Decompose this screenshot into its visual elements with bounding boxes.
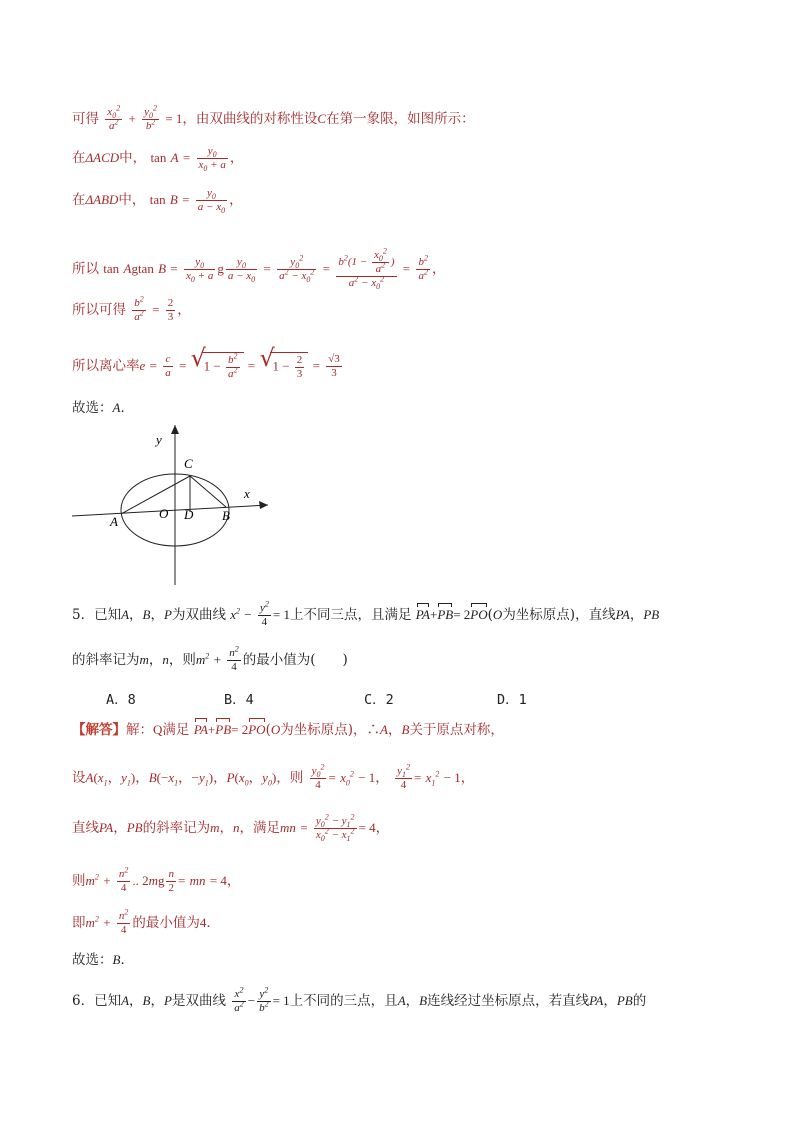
line-3: 在ΔABD中， tan B = $\frac{y_0}{a - x_0}$ ， — [72, 187, 243, 216]
var: O — [492, 607, 503, 622]
sqrt: √ 1 − $\frac{b^2}{a^2}$ — [191, 352, 244, 381]
line-4: 所以 tan Agtan B = $\frac{y_0}{x_0 + a}$ g $\frac{y_0}{a - x_0}$ = $\frac{y_0^2}{a^2 - x_0^2}$ = $b^2(1$ − $\frac{x_0^2}{a^2}$ ) $a^2 - x_0^2$ = $\frac{b^2}{a^2}$ ， — [72, 246, 446, 292]
x-axis-arrow — [259, 501, 268, 509]
text: 故选： — [72, 952, 113, 968]
line-1: 可得 $\frac{x_0^2}{a^2}$ + $\frac{y_0^2}{b^2}$ = 1，由双曲线的对称性设C在第一象限，如图所示： — [72, 103, 475, 132]
question-6-line-1: 6．已知A，B，P是双曲线 $\frac{x^2}{a^2}$ − $\frac{y^2}{b^2}$ = 1上不同的三点，且A，B连线经过坐标原点，若直线PA，PB的 — [72, 985, 647, 1014]
text: 解： — [126, 722, 153, 738]
text: 在第一象限，如图所示： — [326, 111, 475, 127]
fraction: $\frac{x^2}{a^2}$ — [234, 985, 244, 1014]
fraction: $\frac{y_0^2}{a^2 - x_0^2}$ — [279, 253, 315, 285]
answer: A — [112, 400, 121, 415]
y-axis-arrow — [171, 425, 179, 434]
fraction: $\frac{c}{a}$ — [165, 353, 171, 379]
solution-tag: 【解答】 — [72, 722, 126, 738]
fraction: $\frac{y_0}{x_0 + a}$ — [198, 145, 226, 174]
var: ΔACD — [85, 150, 120, 165]
text: 所以 — [72, 261, 99, 277]
fraction: $\frac{y_0}{a - x_0}$ — [197, 187, 226, 216]
var: B — [142, 607, 151, 622]
fraction: $\frac{b^2}{a^2}$ — [134, 294, 144, 323]
line-5: 所以可得 $\frac{b^2}{a^2}$ = $\frac{2}{3}$ ， — [72, 294, 191, 323]
text: 在 — [72, 192, 86, 208]
segment-ac — [121, 476, 190, 514]
text: 连线经过坐标原点，若直线 — [427, 993, 590, 1009]
text: 在 — [72, 150, 86, 166]
text: 的斜率记为 — [72, 652, 140, 668]
fraction: $b^2(1$ − $\frac{x_0^2}{a^2}$ ) $a^2 - x_0^2$ — [338, 246, 395, 292]
text: 直线 — [72, 820, 99, 836]
text: 所以可得 — [72, 302, 126, 318]
question-5-line-1: 5．已知A，B，P为双曲线 $x^2$ − $\frac{y^2}{4}$ = 1上不同三点，且满足 PA+PB= 2PO(O为坐标原点)，直线PA，PB — [72, 599, 660, 628]
fraction: $\frac{b^2}{a^2}$ — [418, 253, 428, 282]
label-c: C — [184, 456, 193, 471]
text: ，则 — [276, 770, 304, 786]
text: 为坐标原点)， — [280, 722, 367, 738]
var: PA — [615, 607, 630, 622]
text: 可得 — [72, 111, 99, 127]
text: 5．已知 — [72, 607, 122, 623]
option-d[interactable]: D．1 — [497, 692, 527, 708]
text: 的最小值为 — [132, 915, 200, 931]
text: 设 — [72, 770, 86, 786]
fraction: $\frac{y_1^2}{4}$ — [397, 762, 410, 791]
text: 的最小值为( ) — [242, 652, 348, 668]
text: 为坐标原点)，直线 — [502, 607, 616, 623]
text: 故选： — [72, 400, 113, 416]
label-a: A — [110, 514, 118, 529]
solution-line-4: 则$m^2$ + $\frac{n^2}{4}$ .. 2mg $\frac{n}{2}$ = mn = 4， — [72, 865, 241, 894]
fraction: $\frac{y_0^2}{b^2}$ — [144, 103, 158, 132]
answer: B — [112, 952, 121, 967]
line-6: 所以离心率e = $\frac{c}{a}$ = √ 1 − $\frac{b^2}{a^2}$ = √ 1 − $\frac{2}{3}$ = $\frac{√3}{3}$ — [72, 344, 340, 380]
fraction: $\frac{y_0}{x_0 + a}$ — [186, 256, 214, 285]
option-c[interactable]: C．2 — [364, 692, 394, 708]
option-a[interactable]: A．8 — [106, 692, 136, 708]
label-d: D — [184, 507, 194, 522]
fraction: $\frac{n^2}{4}$ — [118, 865, 129, 894]
x-axis — [72, 505, 268, 516]
var: C — [317, 111, 327, 126]
label-b: B — [222, 508, 230, 523]
text: Q — [153, 722, 163, 737]
segment-cb — [190, 476, 226, 507]
sqrt: √ 1 − $\frac{2}{3}$ — [259, 352, 308, 381]
fraction: $\frac{y^2}{4}$ — [259, 599, 269, 628]
solution-line-6: 故选：B． — [72, 952, 134, 968]
text: ∴ — [366, 722, 381, 738]
fraction: $\frac{y_0}{a - x_0}$ — [227, 256, 256, 285]
solution-line-3: 直线PA，PB的斜率记为m，n，满足mn = $\frac{y_0^2 - y_1^2}{x_0^2 - x_1^2}$ = 4， — [72, 812, 390, 844]
text: 是双曲线 — [171, 993, 226, 1009]
solution-line-5: 即$m^2$ + $\frac{n^2}{4}$ 的最小值为4． — [72, 907, 220, 936]
fraction: $\frac{y_0^2}{4}$ — [311, 762, 325, 791]
text: ，满足 — [239, 820, 280, 836]
text: ，由双曲线的对称性设 — [182, 111, 318, 127]
fraction: $\frac{y^2}{b^2}$ — [259, 985, 269, 1014]
text: 4 — [199, 915, 207, 930]
text: 满足 — [162, 722, 190, 738]
ellipse-figure — [70, 420, 280, 590]
text: 所以离心率 — [72, 358, 140, 374]
text: 的斜率记为 — [142, 820, 211, 836]
solution-line-2: 设$A(x_1$，$y_1$)，$B(-x_1$，$-y_1$)，$P(x_0$，$y_0$)，则 $\frac{y_0^2}{4}$ = $x_0^2 - 1$， $\frac{y_1^2}{4}$ = $x_1^2 - 1$， — [72, 762, 475, 791]
label-o: O — [159, 506, 169, 521]
option-b[interactable]: B．4 — [224, 692, 254, 708]
text: 中， — [119, 150, 147, 166]
var: A — [121, 607, 130, 622]
fraction: $\frac{n}{2}$ — [168, 868, 174, 894]
fraction: $\frac{n^2}{4}$ — [118, 907, 129, 936]
fraction: $\frac{x_0^2}{a^2}$ — [107, 103, 121, 132]
text: 上不同的三点，且 — [289, 993, 398, 1009]
text: 上不同三点，且满足 — [289, 607, 412, 623]
fraction: $\frac{n^2}{4}$ — [229, 644, 239, 673]
fraction: $\frac{√3}{3}$ — [328, 353, 340, 379]
line-2: 在ΔACD中， tan A = $\frac{y_0}{x_0 + a}$ ， — [72, 145, 244, 174]
line-7: 故选：A． — [72, 400, 134, 416]
text: 即 — [72, 915, 86, 931]
text: 则 — [72, 873, 86, 889]
label-y: y — [156, 432, 162, 447]
fraction: $\frac{y_0^2 - y_1^2}{x_0^2 - x_1^2}$ — [315, 812, 355, 844]
var: n — [162, 652, 169, 667]
var: ΔABD — [85, 192, 119, 207]
text: 中， — [118, 192, 146, 208]
question-5-line-2: 的斜率记为m，n，则$m^2$ + $\frac{n^2}{4}$ 的最小值为( ) — [72, 644, 348, 673]
text: 的 — [632, 993, 647, 1009]
text: 6．已知 — [72, 993, 122, 1009]
label-x: x — [244, 486, 250, 501]
text: 关于原点对称， — [409, 722, 504, 738]
var: P — [164, 607, 172, 622]
text: ，则 — [168, 652, 196, 668]
solution-line-1: 【解答】解：Q满足 PA+PB= 2PO(O为坐标原点)，∴A，B关于原点对称， — [72, 722, 504, 738]
text: ( — [487, 607, 493, 623]
var: PB — [643, 607, 660, 622]
var: m — [139, 652, 149, 667]
fraction: $\frac{2}{3}$ — [167, 297, 174, 323]
text: 为双曲线 — [171, 607, 226, 623]
